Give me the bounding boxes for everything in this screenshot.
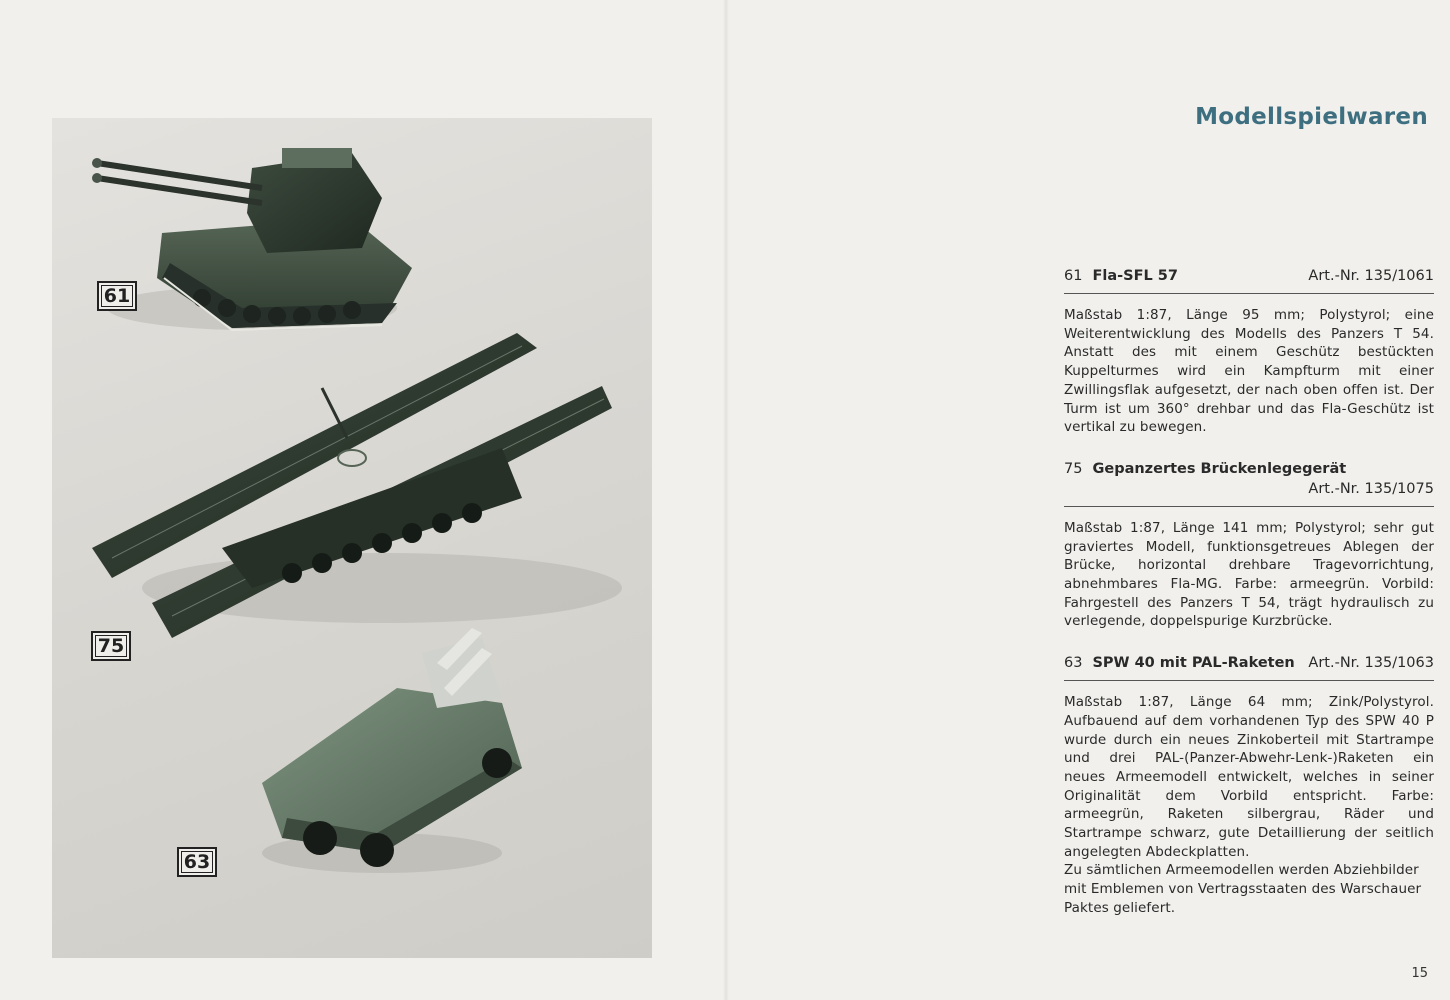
article-number: Art.-Nr. 135/1061 <box>1308 268 1434 284</box>
entry-header <box>1064 653 1434 673</box>
photo-label-63: 63 <box>177 847 217 877</box>
divider <box>1064 680 1434 681</box>
product-list <box>1064 266 1434 940</box>
entry-description: Maßstab 1:87, Länge 141 mm; Polystyrol; sehr gut graviertes Modell, funktionsgetreues Ablegen der Brücke, horizontal drehbare Tragevorrichtung, abnehmbares Fla-MG. Farbe: armeegrün. Vorbild: Fahrgestell des Panzers T 54, trägt hydraulisch zu verlegende, doppelspurige Kurzbrücke. <box>1064 519 1434 630</box>
entry-description <box>1064 693 1434 917</box>
model-75-bridge-layer <box>92 333 622 638</box>
entry-description: Maßstab 1:87, Länge 95 mm; Polystyrol; eine Weiterentwicklung des Modells des Panzers T 54. Anstatt des mit einem Geschütz bestückten Kuppelturmes wird ein Kampfturm mit einer Zwillingsflak aufgesetzt, der nach oben offen ist. Der Turm ist um 360° drehbar und das Fla-Geschütz ist vertikal zu bewegen. <box>1064 307 1434 436</box>
entry-description-text: Maßstab 1:87, Länge 64 mm; Zink/Polystyrol. Aufbauend auf dem vorhandenen Typ des SPW 40 P wurde durch ein neues Zinkoberteil mit Startrampe und drei PAL-(Panzer-Abwehr-Lenk-)Raketen ein neues Armeemodell entwickelt, welches in seiner Originalität dem Vorbild entspricht. Farbe: armeegrün, Raketen silbergrau, Räder und Startrampe schwarz, gute Detaillierung der seitlich angelegten Abdeckplatten. <box>1064 694 1434 860</box>
model-61-fla-sfl-tank <box>92 148 412 330</box>
page-title: Modellspielwaren <box>1195 104 1428 130</box>
entry-header <box>1064 459 1434 499</box>
page-fold <box>723 0 729 1000</box>
product-entry-61 <box>1064 266 1434 437</box>
entry-name: Fla-SFL 57 <box>1092 268 1178 284</box>
entry-title <box>1064 653 1295 673</box>
entry-number: 63 <box>1064 655 1083 672</box>
divider <box>1064 293 1434 294</box>
product-entry-63 <box>1064 653 1434 917</box>
product-photo <box>52 118 652 958</box>
entry-note: Zu sämtlichen Armeemodellen werden Abziehbilder mit Emblemen von Vertragsstaaten des Warschauer Paktes geliefert. <box>1064 862 1422 916</box>
article-number: Art.-Nr. 135/1075 <box>1308 480 1434 497</box>
page-number: 15 <box>1411 966 1428 981</box>
entry-title <box>1064 266 1178 286</box>
entry-name: Gepanzertes Brückenlegegerät <box>1092 460 1347 477</box>
entry-header <box>1064 266 1434 286</box>
entry-title <box>1064 461 1346 477</box>
entry-number: 75 <box>1064 460 1083 477</box>
photo-label-61: 61 <box>97 281 137 311</box>
article-number: Art.-Nr. 135/1063 <box>1308 655 1434 672</box>
entry-number: 61 <box>1064 268 1083 284</box>
model-63-spw40-pal <box>262 628 522 873</box>
divider <box>1064 506 1434 507</box>
models-illustration <box>52 118 652 958</box>
product-entry-75 <box>1064 459 1434 631</box>
photo-label-75: 75 <box>91 631 131 661</box>
entry-name: SPW 40 mit PAL-Raketen <box>1092 655 1295 672</box>
